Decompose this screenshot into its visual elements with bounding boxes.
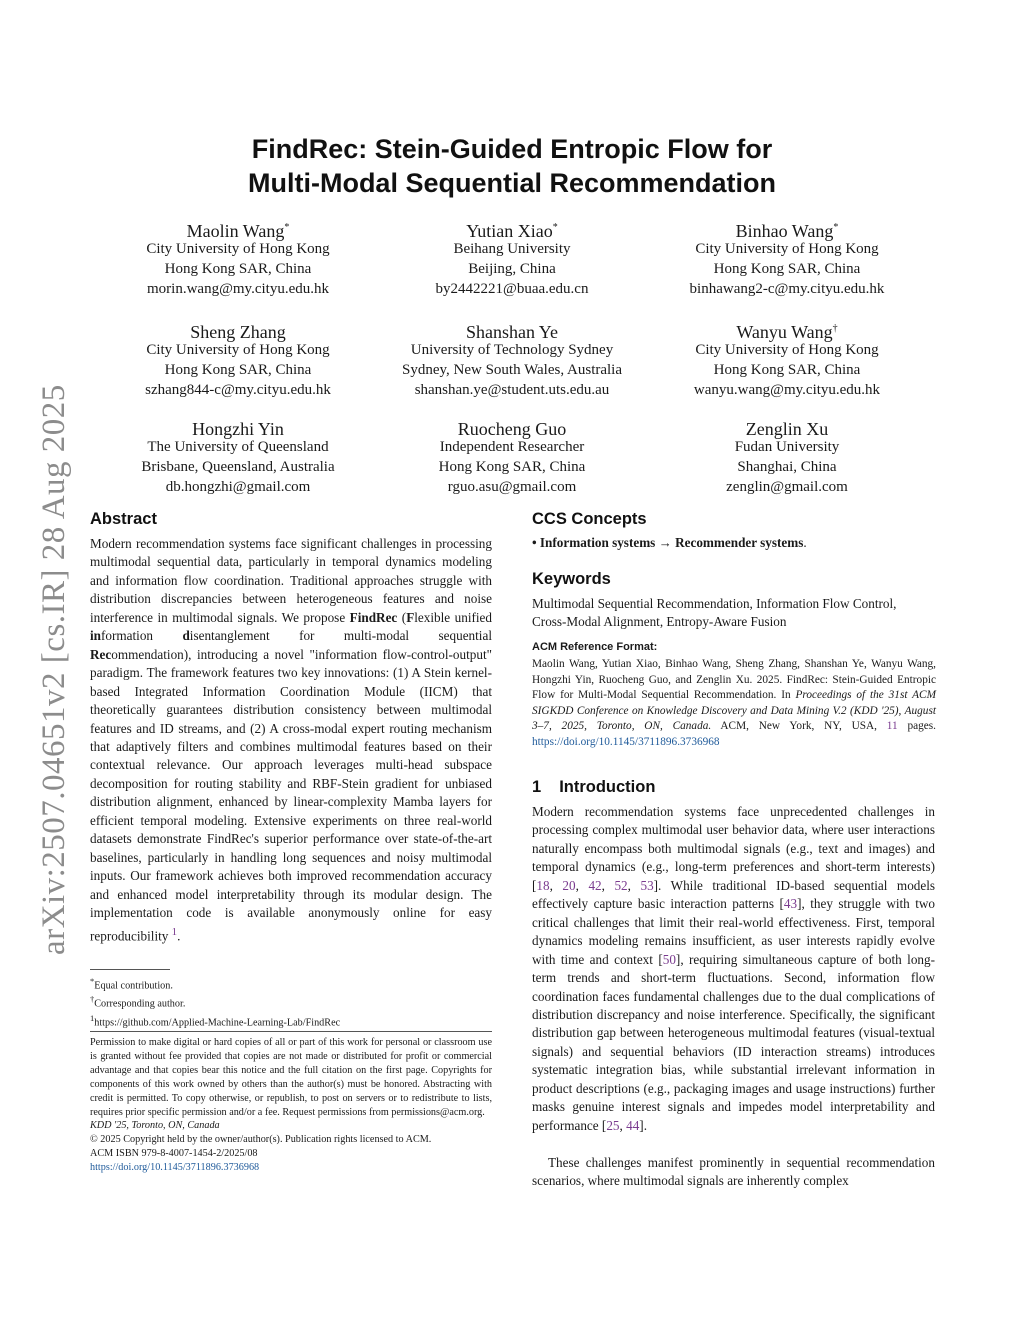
- introduction-paragraph-2: These challenges manifest prominently in sequential recommendation scenarios, where multimodal signals are inherently complex: [532, 1155, 935, 1189]
- acm-reference-text: Maolin Wang, Yutian Xiao, Binhao Wang, Sheng Zhang, Shanshan Ye, Wanyu Wang, Hongzhi Yin, Ruocheng Guo, and Zenglin Xu. 2025. FindRec: Stein-Guided Entropic Flow for Multi-Modal Sequential Recommendation. In Proceedings of the 31st ACM SIGKDD Conference on Knowledge Discovery and Data Mining V.2 (KDD '25), August 3–7, 2025, Toronto, ON, Canada. ACM, New York, NY, USA, 11 pages. https://doi.org/10.1145/3711896.3736968: [532, 658, 936, 748]
- author-name: Sheng Zhang: [190, 322, 286, 342]
- footnote-item: *Equal contribution.: [90, 976, 173, 992]
- author-location: Hong Kong SAR, China: [164, 261, 312, 277]
- author-name: Shanshan Ye: [465, 322, 558, 342]
- author-name: Binhao Wang*: [735, 221, 839, 241]
- author-email[interactable]: morin.wang@my.cityu.edu.hk: [147, 281, 329, 297]
- author-email[interactable]: by2442221@buaa.edu.cn: [435, 281, 589, 297]
- footnote-link[interactable]: 1: [171, 925, 178, 938]
- citation-link[interactable]: 18: [536, 877, 550, 893]
- author-affiliation: City University of Hong Kong: [146, 241, 330, 257]
- author-location: Hong Kong SAR, China: [438, 459, 586, 475]
- author-affiliation: City University of Hong Kong: [146, 342, 330, 358]
- footnote-item[interactable]: $^1$https://github.com/Applied-Machine-Learning-Lab/FindRec: [90, 1012, 341, 1028]
- author-block: [88, 415, 388, 497]
- author-location: Beijing, China: [468, 261, 556, 277]
- isbn-line: ACM ISBN 979-8-4007-1454-2/2025/08: [90, 1148, 258, 1160]
- footnote-rule: [90, 969, 170, 970]
- author-location: Shanghai, China: [737, 459, 837, 475]
- introduction-paragraph-1: Modern recommendation systems face unprecedented challenges in processing complex multimodal user behavior data, where user interactions naturally encompass both multimodal signals (e.g., text and images) and temporal dynamics (e.g., long-term preferences and short-term interests) [18, 20, 42, 52, 53]. While traditional ID-based sequential models effectively capture basic interaction patterns [43], they struggle with two critical challenges that limit their real-world effectiveness. First, temporal dynamics modeling remains insufficient, as user interests rapidly evolve with time and context [50], requiring simultaneous capture of both long-term trends and short-term fluctuations. Second, information flow coordination faces fundamental challenges due to the dual complications of distribution discrepancy and noise interference. Specifically, the significant distribution gap between heterogeneous multimodal features (visual-textual signals) and sequential behaviors (ID interaction streams) introduces systematic integration bias, while substantial irrelevant information in product descriptions (e.g., packaging images and usage instructions) further masks genuine interest signals and impedes model interpretability and performance [25, 44].: [532, 804, 936, 1133]
- author-name: Hongzhi Yin: [192, 419, 284, 439]
- permission-rule: [90, 1031, 492, 1032]
- author-location: Sydney, New South Wales, Australia: [401, 362, 623, 378]
- author-email[interactable]: wanyu.wang@my.cityu.edu.hk: [693, 382, 881, 398]
- author-location: Hong Kong SAR, China: [164, 362, 312, 378]
- author-name: Ruocheng Guo: [457, 419, 567, 439]
- author-mark: *: [284, 222, 290, 233]
- author-affiliation: University of Technology Sydney: [410, 342, 614, 358]
- permission-block: [90, 1036, 492, 1175]
- paper-title-line-2: Multi-Modal Sequential Recommendation: [247, 168, 777, 198]
- citation-link[interactable]: 50: [662, 951, 676, 967]
- author-affiliation: The University of Queensland: [147, 439, 329, 455]
- citation-link[interactable]: 44: [626, 1117, 640, 1133]
- keywords-heading: Keywords: [532, 570, 611, 588]
- arxiv-identifier: arXiv:2507.04651v2 [cs.IR] 28 Aug 2025: [36, 384, 72, 955]
- author-affiliation: Independent Researcher: [439, 439, 585, 455]
- author-mark: *: [552, 222, 558, 233]
- author-block: [362, 318, 662, 400]
- author-location: Hong Kong SAR, China: [713, 362, 861, 378]
- author-affiliation: Fudan University: [734, 439, 840, 455]
- citation-link[interactable]: 43: [783, 896, 798, 912]
- author-name: Wanyu Wang†: [736, 322, 838, 342]
- ccs-heading: CCS Concepts: [532, 510, 647, 528]
- author-block: [362, 217, 662, 299]
- footnotes: [90, 975, 492, 1030]
- abstract-heading: Abstract: [90, 510, 157, 528]
- citation-link[interactable]: 25: [606, 1117, 620, 1133]
- copyright-line: © 2025 Copyright held by the owner/author(s). Publication rights licensed to ACM.: [90, 1134, 432, 1146]
- author-block: [88, 318, 388, 400]
- author-email[interactable]: szhang844-c@my.cityu.edu.hk: [145, 382, 331, 398]
- citation-link[interactable]: 53: [640, 877, 654, 893]
- acm-reference-heading: ACM Reference Format:: [532, 641, 658, 653]
- author-block: [362, 415, 662, 497]
- doi-link[interactable]: https://doi.org/10.1145/3711896.3736968: [90, 1162, 260, 1174]
- author-block: [88, 217, 388, 299]
- citation-link[interactable]: 42: [588, 877, 602, 893]
- ccs-concept: • Information systems → Recommender systems.: [532, 535, 807, 550]
- permission-text: Permission to make digital or hard copies of all or part of this work for personal or classroom use is granted without fee provided that copies are not made or distributed for profit or commercial advantage and that copies bear this notice and the full citation on the first page. Copyrights for components of this work owned by others than the author(s) must be honored. Abstracting with credit is permitted. To copy otherwise, or republish, to post on servers or to redistribute to lists, requires prior specific permission and/or a fee. Request permissions from permissions@acm.org.: [90, 1037, 492, 1118]
- author-email[interactable]: zenglin@gmail.com: [726, 479, 848, 495]
- author-block: [637, 415, 937, 497]
- author-name: Zenglin Xu: [745, 419, 829, 439]
- introduction-heading: 1 Introduction: [532, 778, 656, 796]
- author-affiliation: City University of Hong Kong: [695, 241, 879, 257]
- author-location: Brisbane, Queensland, Australia: [141, 459, 335, 475]
- citation-link[interactable]: 52: [614, 877, 628, 893]
- author-name: Yutian Xiao*: [466, 221, 558, 241]
- author-block: [637, 217, 937, 299]
- conference-venue: KDD '25, Toronto, ON, Canada: [90, 1120, 220, 1132]
- paper-title-line-1: FindRec: Stein-Guided Entropic Flow for: [251, 134, 773, 164]
- author-mark: †: [832, 323, 838, 334]
- author-email[interactable]: rguo.asu@gmail.com: [447, 479, 577, 495]
- citation-link[interactable]: 20: [562, 877, 576, 893]
- page-count-link[interactable]: 11: [886, 720, 898, 733]
- author-block: [637, 318, 937, 400]
- keywords-text: Multimodal Sequential Recommendation, Information Flow Control, Cross-Modal Alignment, Entropy-Aware Fusion: [532, 596, 897, 630]
- author-mark: *: [833, 222, 839, 233]
- author-location: Hong Kong SAR, China: [713, 261, 861, 277]
- author-email[interactable]: shanshan.ye@student.uts.edu.au: [414, 382, 610, 398]
- acm-doi-link[interactable]: https://doi.org/10.1145/3711896.3736968: [532, 735, 720, 748]
- author-email[interactable]: db.hongzhi@gmail.com: [165, 479, 311, 495]
- author-email[interactable]: binhawang2-c@my.cityu.edu.hk: [689, 281, 885, 297]
- abstract-text: Modern recommendation systems face significant challenges in processing multimodal sequential data, particularly in temporal dynamics modeling and information flow coordination. Traditional approaches struggle with distribution discrepancies between heterogeneous features and noise interference in multimodal signals. We propose FindRec (Flexible unified information disentanglement for multi-modal sequential Recommendation), introducing a novel "information flow-control-output" paradigm. The framework features two key innovations: (1) A Stein kernel-based Integrated Information Coordination Module (IICM) that theoretically guarantees distribution consistency between multimodal features and ID streams, and (2) A cross-modal expert routing mechanism that adaptively filters and combines multimodal features based on their contextual relevance. Our approach leverages multi-head subspace decomposition for routing stability and RBF-Stein gradient for unbiased distribution alignment, enhanced by linear-complexity Mamba layers for efficient temporal modeling. Extensive experiments on three real-world datasets demonstrate FindRec's superior performance over state-of-the-art baselines, particularly in handling long sequences and noisy multimodal inputs. Our framework achieves both improved recommendation accuracy and enhanced model interpretability through its modular design. The implementation code is available anonymously online for easy reproducibility $^1$.: [90, 536, 492, 943]
- footnote-item: †Corresponding author.: [90, 994, 186, 1010]
- author-affiliation: Beihang University: [453, 241, 571, 257]
- author-name: Maolin Wang*: [186, 221, 290, 241]
- author-affiliation: City University of Hong Kong: [695, 342, 879, 358]
